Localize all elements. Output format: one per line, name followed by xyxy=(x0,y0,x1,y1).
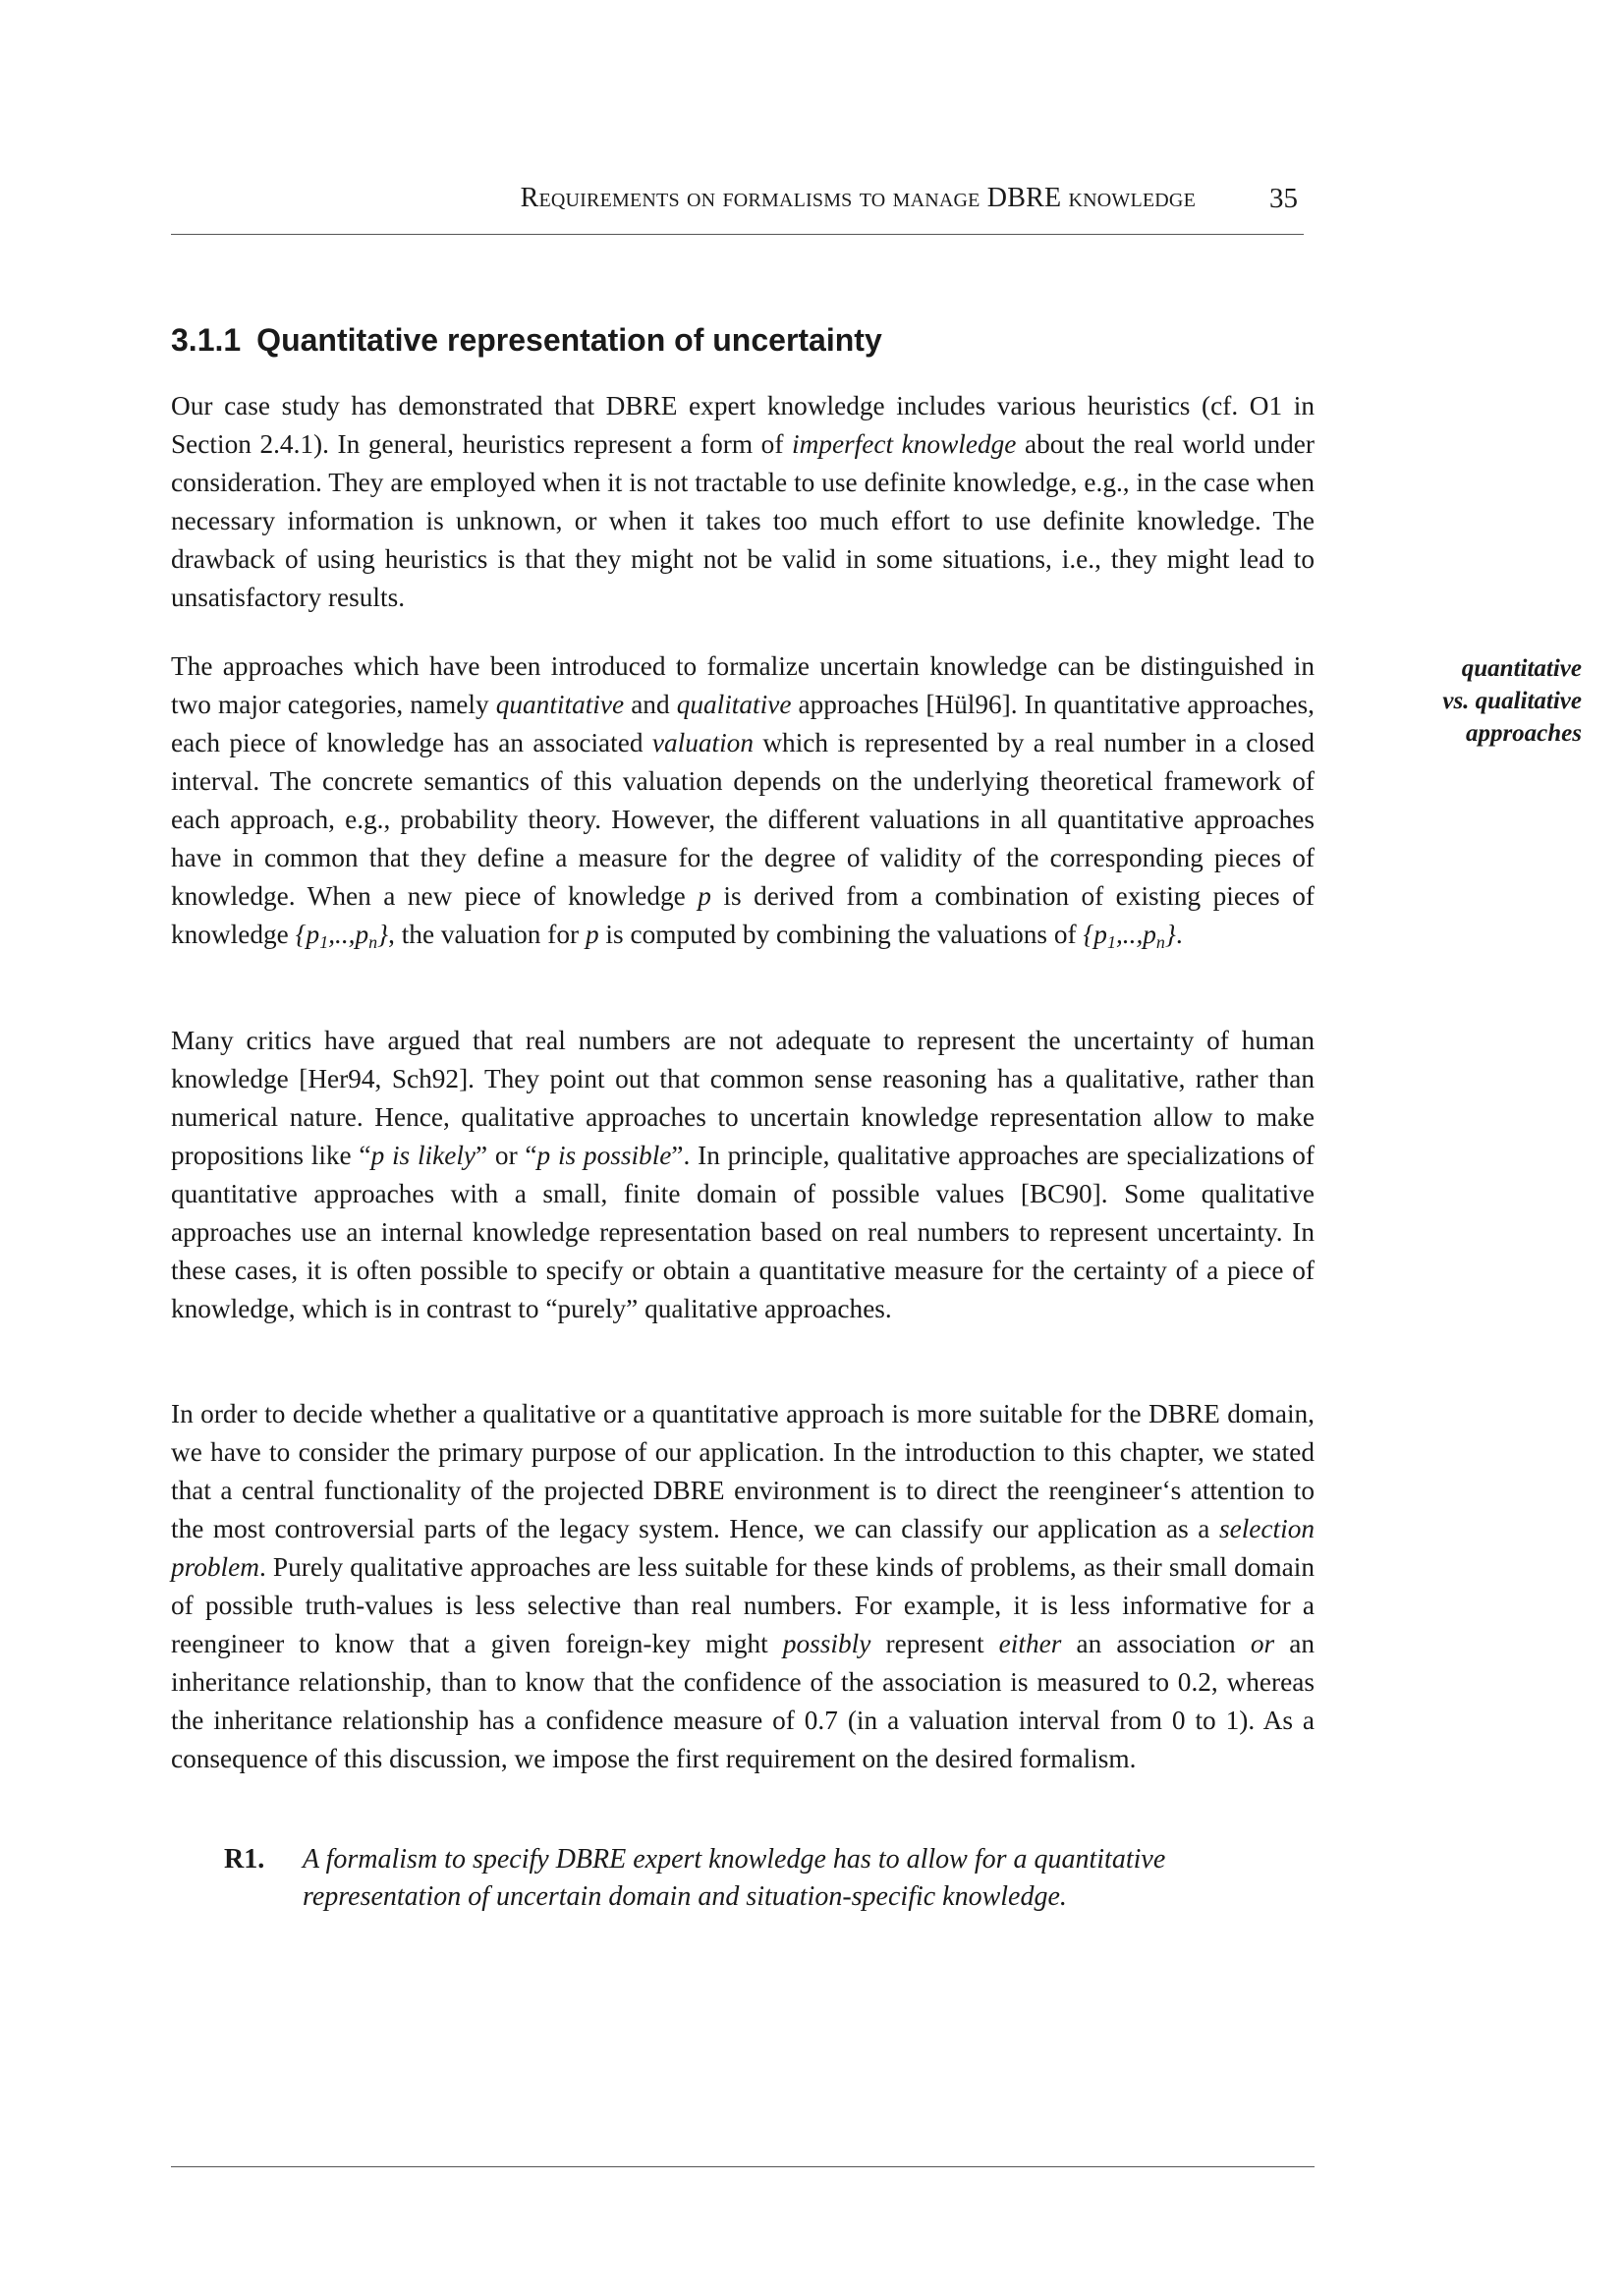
emphasis: p is likely xyxy=(370,1141,476,1170)
set-part: {p xyxy=(295,920,320,949)
set-part: } xyxy=(377,920,389,949)
text-run: is derived from a combination of existing pieces of knowledge xyxy=(171,881,1315,949)
subscript: n xyxy=(1155,932,1165,952)
text-run: approaches [Hül96]. In quantitative approaches, each piece of knowledge has an associated xyxy=(171,690,1315,757)
emphasis: imperfect knowledge xyxy=(792,429,1017,459)
emphasis: or xyxy=(1250,1629,1275,1658)
set-part: {p xyxy=(1083,920,1107,949)
emphasis: p xyxy=(585,920,599,949)
text-run: In order to decide whether a qualitative or a quantitative approach is more suitable for the DBRE domain, we have to consider the primary purpose of our application. In the introduction to this chapter, we stated that a central functionality of the projected DBRE environment is to direct the reengineer‘s attention to the most controversial parts of the legacy system. Hence, we can classify our application as a xyxy=(171,1399,1315,1543)
margin-note xyxy=(1356,652,1582,750)
set-part: } xyxy=(1164,920,1176,949)
paragraph-qualitative-critique xyxy=(171,1022,1315,1328)
emphasis: either xyxy=(998,1629,1062,1658)
text-run: an inheritance relationship, than to know that the confidence of the association is measured to 0.2, whereas the inheritance relationship has a confidence measure of 0.7 (in a valuation interval from 0 to 1). As a consequence of this discussion, we impose the first requirement on the desired formalism. xyxy=(171,1629,1315,1773)
emphasis: p xyxy=(698,881,711,911)
requirement-label: R1. xyxy=(224,1844,265,1875)
text-run: ” or “ xyxy=(476,1141,537,1170)
text-run: Our case study has demonstrated that DBRE expert knowledge includes various heuristics (cf. O1 in Section 2.4.1). In general, heuristics represent a form of xyxy=(171,391,1315,459)
subscript: 1 xyxy=(1106,932,1116,952)
emphasis: possibly xyxy=(782,1629,871,1658)
subscript: n xyxy=(368,932,378,952)
set-part: ,..,p xyxy=(328,920,369,949)
paragraph-heuristics xyxy=(171,387,1315,617)
emphasis: qualitative xyxy=(676,690,792,719)
emphasis: valuation xyxy=(651,728,754,757)
running-title: Requirements on formalisms to manage DBRE knowledge xyxy=(520,183,1196,213)
subscript: 1 xyxy=(319,932,329,952)
emphasis: quantitative xyxy=(495,690,625,719)
text-run: which is represented by a real number in a closed interval. The concrete semantics of this valuation depends on the underlying theoretical framework of each approach, e.g., probability theory. However, the different valuations in all quantitative approaches have in common that they define a measure for the degree of validity of the corresponding pieces of knowledge. When a new piece of knowledge xyxy=(171,728,1315,911)
knowledge-set xyxy=(1083,920,1176,952)
emphasis: selection problem xyxy=(171,1514,1315,1582)
set-part: ,..,p xyxy=(1115,920,1156,949)
text-run: . Purely qualitative approaches are less suitable for these kinds of problems, as their small domain of possible truth-values is less selective than real numbers. For example, it is less informative for a reengineer to know that a given foreign-key might xyxy=(171,1552,1315,1658)
knowledge-set xyxy=(295,920,389,952)
text-run: The approaches which have been introduced to formalize uncertain knowledge can be distinguished in two major categories, namely xyxy=(171,651,1315,719)
page-number: 35 xyxy=(1269,183,1298,214)
text-run: ”. In principle, qualitative approaches are specializations of quantitative approaches with a small, finite domain of possible values [BC90]. Some qualitative approaches use an internal knowledge representation based on real numbers to represent uncertainty. In these cases, it is often possible to specify or obtain a quantitative measure for the certainty of a piece of knowledge, which is in contrast to “purely” qualitative approaches. xyxy=(171,1141,1315,1323)
text-run: about the real world under consideration. They are employed when it is not tractable to use definite knowledge, e.g., in the case when necessary information is unknown, or when it takes too much effort to use definite knowledge. The drawback of using heuristics is that they might not be valid in some situations, i.e., they might lead to unsatisfactory results. xyxy=(171,429,1315,612)
text-run: , the valuation for xyxy=(388,920,586,949)
requirement-text: A formalism to specify DBRE expert knowledge has to allow for a quantitative representation of uncertain domain and situation-specific knowledge. xyxy=(303,1844,1166,1912)
running-header xyxy=(171,183,1304,235)
section-heading xyxy=(171,322,882,359)
text-run: and xyxy=(624,690,677,719)
section-title: Quantitative representation of uncertainty xyxy=(256,322,882,358)
text-run: is computed by combining the valuations of xyxy=(598,920,1084,949)
footer-rule xyxy=(171,2166,1315,2167)
text-run: an association xyxy=(1061,1629,1251,1658)
margin-note-line: approaches xyxy=(1465,720,1582,747)
margin-note-line: quantitative xyxy=(1461,655,1582,682)
margin-note-line: vs. qualitative xyxy=(1442,688,1582,714)
paragraph-quantitative-approaches xyxy=(171,647,1315,954)
emphasis: p is possible xyxy=(536,1141,672,1170)
text-run: . xyxy=(1175,920,1183,949)
paragraph-decision xyxy=(171,1395,1315,1778)
text-run: Many critics have argued that real numbers are not adequate to represent the uncertainty of human knowledge [Her94, Sch92]. They point out that common sense reasoning has a qualitative, rather than numerical nature. Hence, qualitative approaches to uncertain knowledge representation allow to make propositions like “ xyxy=(171,1026,1315,1170)
section-number: 3.1.1 xyxy=(171,322,242,358)
text-run: represent xyxy=(870,1629,999,1658)
